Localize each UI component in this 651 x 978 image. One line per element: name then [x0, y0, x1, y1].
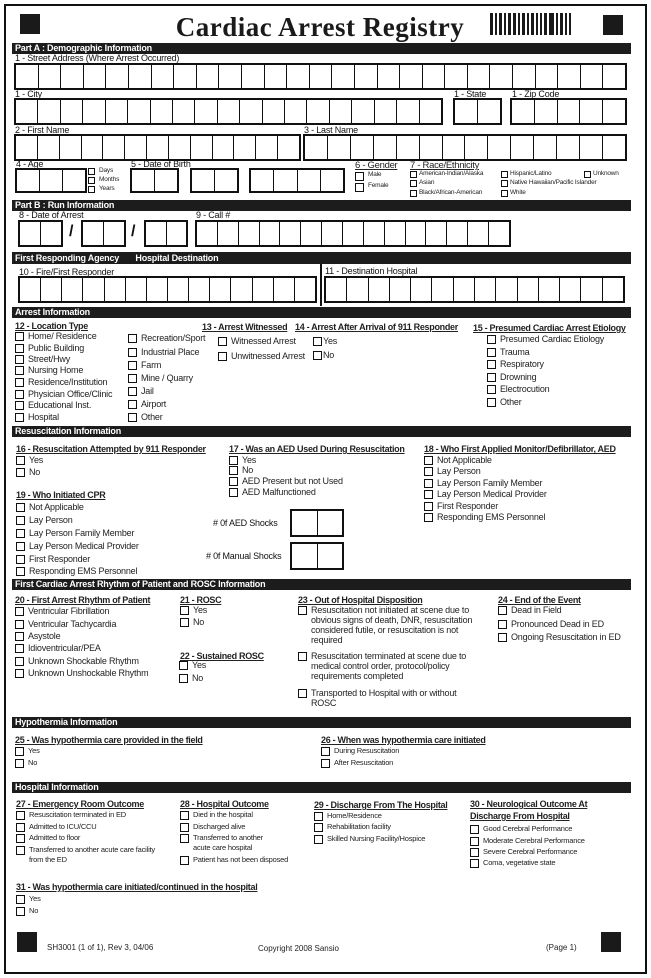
registration-mark — [603, 15, 623, 35]
checkbox[interactable] — [313, 337, 322, 346]
checkbox[interactable] — [128, 348, 137, 357]
checkbox[interactable] — [584, 171, 591, 178]
gender-female[interactable]: Female — [355, 182, 388, 192]
date-separator: / — [131, 223, 136, 240]
section-header-hypothermia: Hypothermia Information — [12, 717, 631, 728]
checkbox[interactable] — [229, 466, 238, 475]
checkbox[interactable] — [16, 811, 25, 820]
last-name-label: 3 - Last Name — [304, 125, 358, 135]
city-label: 1 - City — [15, 89, 42, 99]
q21-label: 21 - ROSC — [180, 595, 222, 605]
checkbox[interactable] — [15, 378, 24, 387]
checkbox[interactable] — [128, 400, 137, 409]
checkbox[interactable] — [501, 171, 508, 178]
q21-option[interactable]: No — [180, 617, 204, 627]
divider — [320, 264, 322, 306]
q25-label: 25 - Was hypothermia care provided in the field — [15, 735, 203, 745]
checkbox[interactable] — [470, 825, 479, 834]
checkbox[interactable] — [15, 620, 24, 629]
checkbox[interactable] — [15, 401, 24, 410]
q15-option[interactable]: Respiratory — [487, 359, 544, 369]
q12-option[interactable]: Nursing Home — [15, 365, 83, 375]
checkbox[interactable] — [16, 907, 25, 916]
section-header-resuscitation: Resuscitation Information — [12, 426, 631, 437]
section-header-agency — [12, 252, 631, 264]
arrest-month-input[interactable] — [18, 220, 63, 247]
q20-option[interactable]: Idioventricular/PEA — [15, 643, 101, 653]
aed-shocks-input[interactable] — [290, 509, 344, 537]
q24-label: 24 - End of the Event — [498, 595, 581, 605]
q26-option[interactable]: After Resuscitation — [321, 758, 393, 768]
state-label: 1 - State — [454, 89, 487, 99]
race-american-indian[interactable]: American-Indian/Alaska — [410, 170, 483, 178]
q20-label: 20 - First Arrest Rhythm of Patient — [15, 595, 151, 605]
q12-option[interactable]: Public Building — [15, 343, 84, 353]
checkbox[interactable] — [313, 351, 322, 360]
checkbox[interactable] — [298, 689, 307, 698]
checkbox[interactable] — [15, 669, 24, 678]
q20-option[interactable]: Unknown Unshockable Rhythm — [15, 668, 148, 678]
dob-month-input[interactable] — [130, 168, 179, 193]
registration-mark — [601, 932, 621, 952]
checkbox[interactable] — [16, 555, 25, 564]
registration-mark — [20, 14, 40, 34]
checkbox[interactable] — [487, 385, 496, 394]
checkbox[interactable] — [15, 332, 24, 341]
q23-option[interactable]: Resuscitation not initiated at scene due to obvious signs of death, DNR, resuscitation considered futile, or resuscitation is not required — [298, 605, 478, 645]
checkbox[interactable] — [15, 747, 24, 756]
checkbox[interactable] — [16, 542, 25, 551]
checkbox[interactable] — [487, 335, 496, 344]
checkbox[interactable] — [487, 360, 496, 369]
q20-option[interactable]: Unknown Shockable Rhythm — [15, 656, 139, 666]
checkbox[interactable] — [16, 529, 25, 538]
q15-option[interactable]: Trauma — [487, 347, 529, 357]
checkbox[interactable] — [314, 812, 323, 821]
q21-option[interactable]: Yes — [180, 605, 207, 615]
call-number-label: 9 - Call # — [196, 210, 231, 220]
checkbox[interactable] — [180, 606, 189, 615]
q12-option[interactable]: Street/Hwy — [15, 354, 70, 364]
checkbox[interactable] — [470, 837, 479, 846]
checkbox[interactable] — [498, 620, 507, 629]
q29-option[interactable]: Rehabilitation facility — [314, 822, 391, 832]
checkbox[interactable] — [470, 848, 479, 857]
fire-responder-input[interactable] — [18, 276, 317, 303]
q12-option[interactable]: Other — [128, 412, 163, 422]
q19-option[interactable]: Responding EMS Personnel — [16, 566, 137, 576]
q25-option[interactable]: Yes — [15, 746, 40, 756]
form-id: SH3001 (1 of 1), Rev 3, 04/06 — [47, 943, 154, 952]
checkbox[interactable] — [229, 456, 238, 465]
checkbox[interactable] — [128, 334, 137, 343]
checkbox[interactable] — [180, 834, 189, 843]
q12-option[interactable]: Industrial Place — [128, 347, 199, 357]
checkbox[interactable] — [88, 177, 95, 184]
checkbox[interactable] — [180, 856, 189, 865]
q14-option[interactable]: No — [313, 350, 334, 360]
q16-label: 16 - Resuscitation Attempted by 911 Responder — [16, 444, 206, 454]
manual-shocks-input[interactable] — [290, 542, 344, 570]
q22-label: 22 - Sustained ROSC — [180, 651, 264, 661]
checkbox[interactable] — [355, 183, 364, 192]
checkbox[interactable] — [128, 374, 137, 383]
age-unit-months[interactable]: Months — [88, 176, 119, 184]
checkbox[interactable] — [88, 168, 95, 175]
q12-label: 12 - Location Type — [15, 321, 88, 331]
q24-option[interactable]: Pronounced Dead in ED — [498, 619, 604, 629]
checkbox[interactable] — [498, 633, 507, 642]
checkbox[interactable] — [180, 618, 189, 627]
q26-label: 26 - When was hypothermia care initiated — [321, 735, 486, 745]
checkbox[interactable] — [470, 859, 479, 868]
date-of-arrest-label: 8 - Date of Arrest — [19, 210, 84, 220]
q13-option[interactable]: Witnessed Arrest — [218, 336, 296, 346]
checkbox[interactable] — [16, 823, 25, 832]
q12-option[interactable]: Airport — [128, 399, 166, 409]
checkbox[interactable] — [15, 657, 24, 666]
checkbox[interactable] — [424, 502, 433, 511]
checkbox[interactable] — [15, 644, 24, 653]
q19-option[interactable]: Lay Person Medical Provider — [16, 541, 139, 551]
q12-option[interactable]: Jail — [128, 386, 154, 396]
q15-option[interactable]: Presumed Cardiac Etiology — [487, 334, 604, 344]
checkbox[interactable] — [424, 513, 433, 522]
q29-label: 29 - Discharge From The Hospital — [314, 800, 448, 810]
q24-option[interactable]: Ongoing Resuscitation in ED — [498, 632, 621, 642]
checkbox[interactable] — [16, 516, 25, 525]
checkbox[interactable] — [410, 180, 417, 187]
checkbox[interactable] — [16, 567, 25, 576]
q31-option[interactable]: Yes — [16, 894, 41, 904]
q31-label: 31 - Was hypothermia care initiated/continued in the hospital — [16, 882, 258, 892]
race-asian[interactable]: Asian — [410, 179, 434, 187]
checkbox[interactable] — [16, 503, 25, 512]
q23-option[interactable]: Transported to Hospital with or without ROSC — [298, 688, 478, 708]
gender-male[interactable]: Male — [355, 171, 381, 181]
q29-option[interactable]: Skilled Nursing Facility/Hospice — [314, 834, 425, 844]
checkbox[interactable] — [501, 190, 508, 197]
q19-option[interactable]: Not Applicable — [16, 502, 84, 512]
q20-option[interactable]: Asystole — [15, 631, 60, 641]
dob-label: 5 - Date of Birth — [131, 159, 191, 169]
checkbox[interactable] — [487, 398, 496, 407]
checkbox[interactable] — [355, 172, 364, 181]
checkbox[interactable] — [487, 373, 496, 382]
section-header-hospital: Hospital Information — [12, 782, 631, 793]
street-address-input[interactable] — [14, 63, 627, 90]
q24-option[interactable]: Dead in Field — [498, 605, 561, 615]
gender-label: 6 - Gender — [355, 160, 398, 171]
q27-label: 27 - Emergency Room Outcome — [16, 799, 144, 809]
q18-option[interactable]: Lay Person Medical Provider — [424, 489, 547, 499]
registration-mark — [17, 932, 37, 952]
zip-code-input[interactable] — [510, 98, 627, 125]
q25-option[interactable]: No — [15, 758, 37, 768]
first-name-label: 2 - First Name — [15, 125, 70, 135]
street-address-label: 1 - Street Address (Where Arrest Occurred) — [15, 53, 180, 63]
age-label: 4 - Age — [16, 159, 44, 169]
checkbox[interactable] — [487, 348, 496, 357]
checkbox[interactable] — [179, 661, 188, 670]
checkbox[interactable] — [229, 488, 238, 497]
q30-option[interactable]: Moderate Cerebral Performance — [470, 836, 585, 846]
checkbox[interactable] — [180, 823, 189, 832]
last-name-input[interactable] — [303, 134, 627, 161]
checkbox[interactable] — [424, 490, 433, 499]
q16-option[interactable]: No — [16, 467, 40, 477]
checkbox[interactable] — [16, 834, 25, 843]
checkbox[interactable] — [128, 413, 137, 422]
checkbox[interactable] — [16, 468, 25, 477]
checkbox[interactable] — [16, 456, 25, 465]
q20-option[interactable]: Ventricular Tachycardia — [15, 619, 116, 629]
page-number: (Page 1) — [546, 943, 577, 952]
q17-option[interactable]: AED Malfunctioned — [229, 487, 316, 497]
q27-option[interactable]: Transferred to another acute care facility from the ED — [16, 845, 156, 865]
checkbox[interactable] — [410, 171, 417, 178]
checkbox[interactable] — [501, 180, 508, 187]
q23-label: 23 - Out of Hospital Disposition — [298, 595, 423, 605]
q17-option[interactable]: AED Present but not Used — [229, 476, 343, 486]
fire-responder-label: 10 - Fire/First Responder — [19, 267, 115, 277]
q30-option[interactable]: Coma, vegetative state — [470, 858, 555, 868]
q12-option[interactable]: Physician Office/Clinic — [15, 389, 112, 399]
q31-option[interactable]: No — [16, 906, 38, 916]
q28-option[interactable]: Died in the hospital — [180, 810, 253, 820]
call-number-input[interactable] — [195, 220, 511, 247]
destination-hospital-label: 11 - Destination Hospital — [325, 266, 418, 276]
checkbox[interactable] — [321, 747, 330, 756]
q22-option[interactable]: Yes — [179, 660, 206, 670]
race-native-hawaiian[interactable]: Native Hawaiian/Pacific Islander — [501, 179, 596, 187]
q20-option[interactable]: Ventricular Fibrillation — [15, 606, 109, 616]
checkbox[interactable] — [218, 352, 227, 361]
checkbox[interactable] — [180, 811, 189, 820]
q19-option[interactable]: Lay Person Family Member — [16, 528, 134, 538]
q18-option[interactable]: Lay Person Family Member — [424, 478, 542, 488]
checkbox[interactable] — [321, 759, 330, 768]
arrest-day-input[interactable] — [81, 220, 126, 247]
dob-day-input[interactable] — [190, 168, 239, 193]
checkbox[interactable] — [15, 607, 24, 616]
race-unknown[interactable]: Unknown — [584, 170, 619, 178]
checkbox[interactable] — [15, 390, 24, 399]
city-input[interactable] — [14, 98, 443, 125]
checkbox[interactable] — [128, 361, 137, 370]
first-name-input[interactable] — [14, 134, 301, 161]
age-unit-years[interactable]: Years — [88, 185, 114, 193]
checkbox[interactable] — [88, 186, 95, 193]
race-black[interactable]: Black/African-American — [410, 189, 482, 197]
q18-option[interactable]: Responding EMS Personnel — [424, 512, 545, 522]
race-label: 7 - Race/Ethnicity — [410, 160, 480, 171]
q23-option[interactable]: Resuscitation terminated at scene due to medical control order, protocol/policy requirements completed — [298, 651, 478, 681]
q17-label: 17 - Was an AED Used During Resuscitation — [229, 444, 405, 454]
checkbox[interactable] — [314, 835, 323, 844]
dob-year-input[interactable] — [249, 168, 345, 193]
q19-label: 19 - Who Initiated CPR — [16, 490, 106, 500]
zip-code-label: 1 - Zip Code — [512, 89, 560, 99]
section-header-part-a: Part A : Demographic Information — [12, 43, 631, 54]
barcode — [490, 13, 585, 35]
q14-label: 14 - Arrest After Arrival of 911 Responder — [295, 322, 458, 332]
checkbox[interactable] — [314, 823, 323, 832]
q28-option[interactable]: Discharged alive — [180, 822, 245, 832]
q12-option[interactable]: Recreation/Sport — [128, 333, 205, 343]
q14-option[interactable]: Yes — [313, 336, 337, 346]
checkbox[interactable] — [15, 759, 24, 768]
race-white[interactable]: White — [501, 189, 526, 197]
checkbox[interactable] — [16, 846, 25, 855]
checkbox[interactable] — [424, 467, 433, 476]
q15-option[interactable]: Electrocution — [487, 384, 549, 394]
q17-option[interactable]: Yes — [229, 455, 256, 465]
aed-shocks-label: # 0f AED Shocks — [213, 518, 278, 528]
q30-label-line1: 30 - Neurological Outcome At — [470, 799, 588, 809]
age-input[interactable] — [15, 168, 87, 193]
q12-option[interactable]: Mine / Quarry — [128, 373, 193, 383]
q30-option[interactable]: Good Cerebral Performance — [470, 824, 572, 834]
checkbox[interactable] — [128, 387, 137, 396]
q15-option[interactable]: Drowning — [487, 372, 536, 382]
checkbox[interactable] — [15, 355, 24, 364]
q28-label: 28 - Hospital Outcome — [180, 799, 269, 809]
q18-option[interactable]: First Responder — [424, 501, 498, 511]
copyright: Copyright 2008 Sansio — [258, 944, 339, 953]
checkbox[interactable] — [15, 344, 24, 353]
checkbox[interactable] — [424, 479, 433, 488]
q22-option[interactable]: No — [179, 673, 203, 683]
q27-option[interactable]: Admitted to ICU/CCU — [16, 822, 96, 832]
race-hispanic[interactable]: Hispanic/Latino — [501, 170, 551, 178]
checkbox[interactable] — [218, 337, 227, 346]
checkbox[interactable] — [410, 190, 417, 197]
section-header-part-b: Part B : Run Information — [12, 200, 631, 211]
q30-option[interactable]: Severe Cerebral Performance — [470, 847, 577, 857]
q19-option[interactable]: First Responder — [16, 554, 90, 564]
age-unit-days[interactable]: Days — [88, 167, 113, 175]
section-header-rhythm: First Cardiac Arrest Rhythm of Patient and ROSC Information — [12, 579, 631, 590]
page-title: Cardiac Arrest Registry — [175, 12, 465, 42]
checkbox[interactable] — [298, 606, 307, 615]
q26-option[interactable]: During Resuscitation — [321, 746, 399, 756]
destination-hospital-input[interactable] — [324, 276, 625, 303]
q12-option[interactable]: Educational Inst. — [15, 400, 91, 410]
checkbox[interactable] — [424, 456, 433, 465]
q30-label-line2: Discharge From Hospital — [470, 811, 570, 821]
q15-label: 15 - Presumed Cardiac Arrest Etiology — [473, 323, 626, 333]
checkbox[interactable] — [15, 632, 24, 641]
hospital-destination-header: Hospital Destination — [135, 253, 219, 263]
q29-option[interactable]: Home/Residence — [314, 811, 382, 821]
q28-option[interactable]: Patient has not been disposed — [180, 855, 288, 865]
state-input[interactable] — [453, 98, 502, 125]
first-responding-agency-header: First Responding Agency — [15, 253, 120, 263]
q17-option[interactable]: No — [229, 465, 253, 475]
q13-label: 13 - Arrest Witnessed — [202, 322, 288, 332]
q28-option[interactable]: Transferred to another acute care hospital — [180, 833, 280, 853]
q16-option[interactable]: Yes — [16, 455, 43, 465]
checkbox[interactable] — [16, 895, 25, 904]
date-separator: / — [69, 223, 74, 240]
q18-option[interactable]: Lay Person — [424, 466, 481, 476]
q13-option[interactable]: Unwitnessed Arrest — [218, 351, 305, 361]
section-header-arrest: Arrest Information — [12, 307, 631, 318]
q12-option[interactable]: Residence/Institution — [15, 377, 107, 387]
arrest-year-input[interactable] — [144, 220, 188, 247]
q19-option[interactable]: Lay Person — [16, 515, 73, 525]
checkbox[interactable] — [179, 674, 188, 683]
q12-option[interactable]: Home/ Residence — [15, 331, 97, 341]
q18-option[interactable]: Not Applicable — [424, 455, 492, 465]
checkbox[interactable] — [229, 477, 238, 486]
checkbox[interactable] — [498, 606, 507, 615]
checkbox[interactable] — [298, 652, 307, 661]
q27-option[interactable]: Resuscitation terminated in ED — [16, 810, 126, 820]
manual-shocks-label: # 0f Manual Shocks — [206, 551, 282, 561]
q12-option[interactable]: Farm — [128, 360, 161, 370]
checkbox[interactable] — [15, 413, 24, 422]
q18-label: 18 - Who First Applied Monitor/Defibrillator, AED — [424, 444, 616, 454]
q15-option[interactable]: Other — [487, 397, 522, 407]
checkbox[interactable] — [15, 366, 24, 375]
q12-option[interactable]: Hospital — [15, 412, 59, 422]
q27-option[interactable]: Admitted to floor — [16, 833, 80, 843]
